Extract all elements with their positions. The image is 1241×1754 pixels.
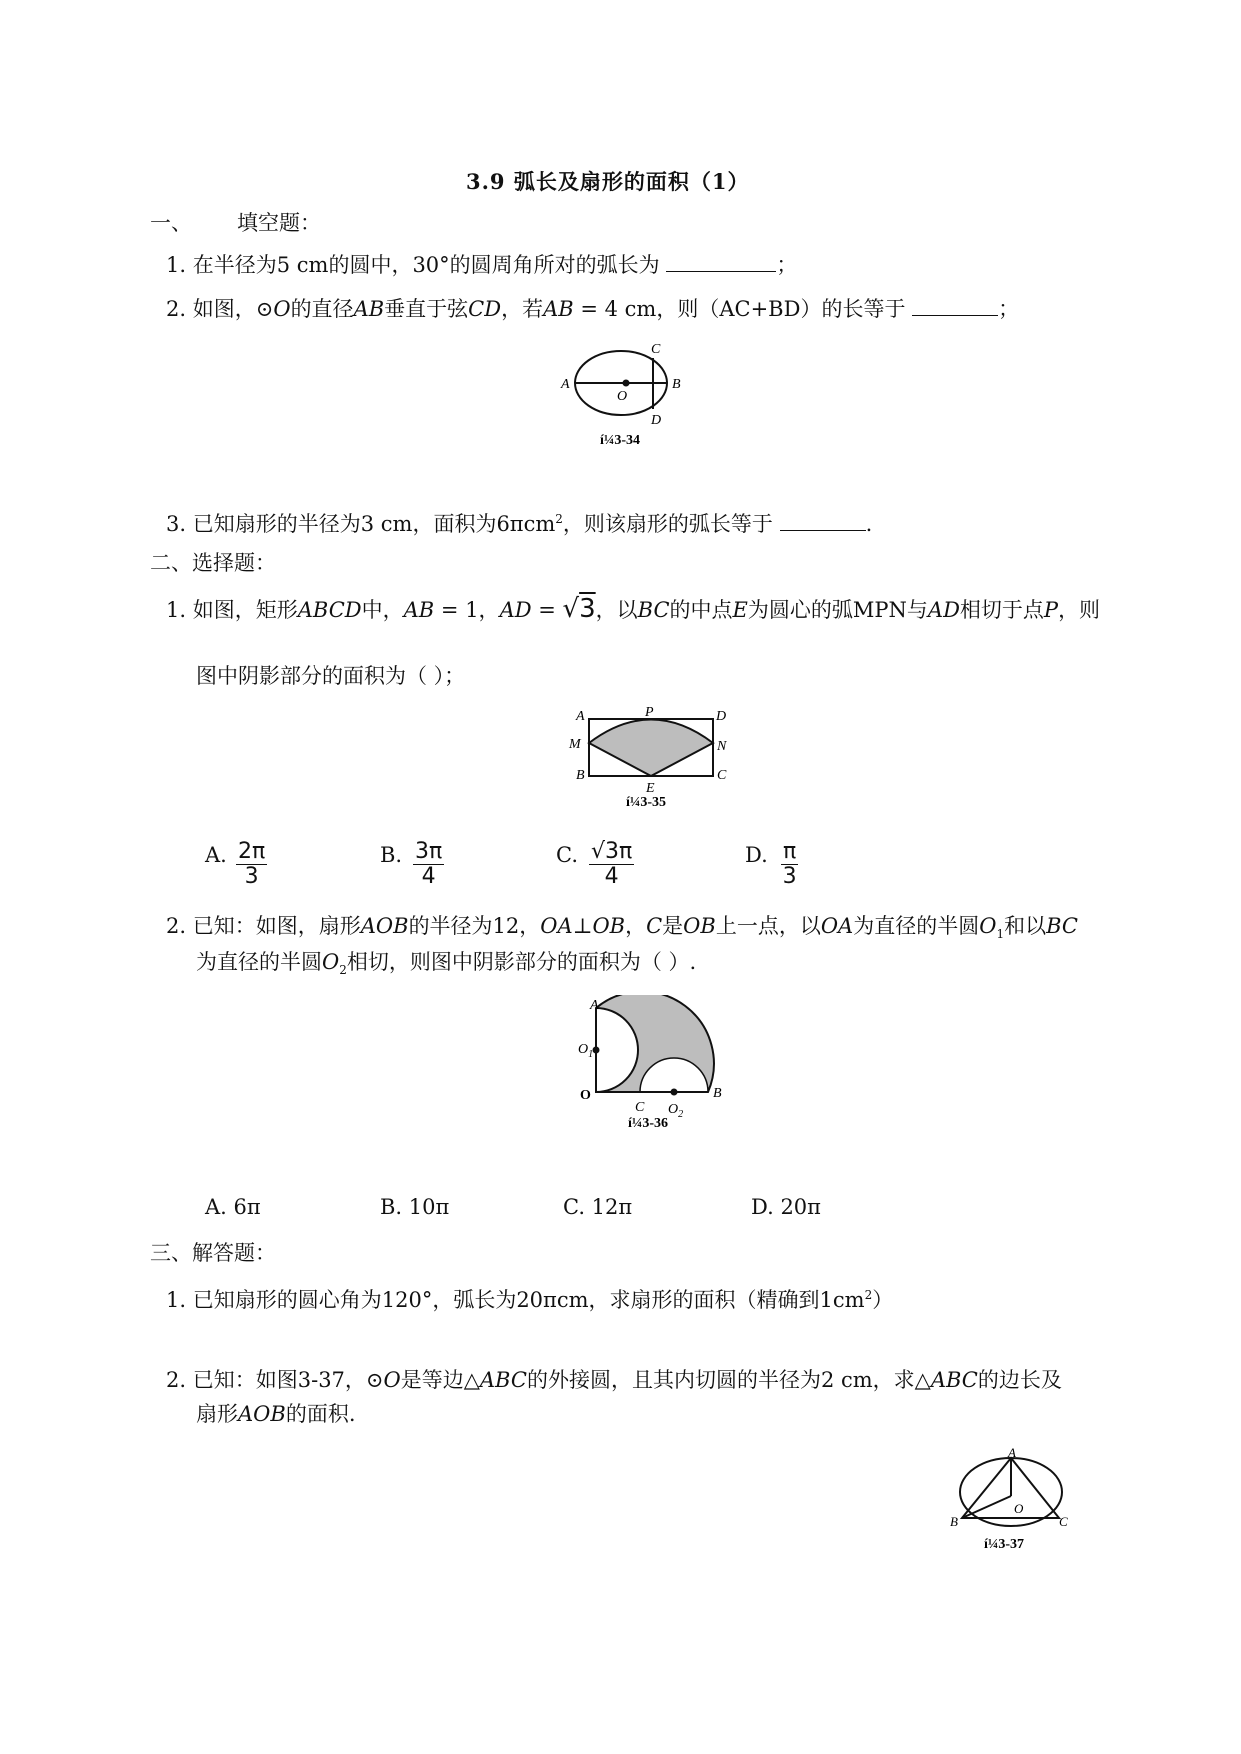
numerator: 3π [415, 839, 443, 864]
s1-q2 [166, 293, 1019, 324]
label-e: E [646, 781, 655, 796]
sqrt-value: 3 [579, 594, 596, 624]
label-n: N [717, 739, 727, 754]
figure-caption: í¼3-37 [984, 1537, 1025, 1550]
q-var: P [1043, 598, 1059, 622]
q-end: . [865, 512, 873, 536]
q-number: 2. [166, 914, 187, 938]
option-b[interactable] [380, 840, 402, 870]
q-text: ⊥ [572, 914, 593, 938]
center-point [623, 380, 630, 387]
q-text: 扇形 [196, 1402, 238, 1426]
numerator: 2π [238, 839, 266, 864]
figure-3-37 [948, 1446, 1078, 1550]
section-3-label: 三、解答题： [150, 1241, 276, 1265]
superscript: 2 [864, 1288, 873, 1302]
s3-q1 [166, 1280, 893, 1315]
section-1-label: 一、 [150, 211, 192, 235]
superscript: 2 [555, 512, 563, 526]
option-b-fraction [413, 840, 444, 889]
q-var: AOB [360, 914, 409, 938]
q-number: 1. [166, 253, 187, 277]
s3-q2-line1 [166, 1365, 1062, 1395]
label-o2-sub: 2 [678, 1109, 684, 1120]
q-text: 为圆心的弧MPN与 [747, 598, 928, 622]
denominator: 4 [421, 864, 436, 889]
figure-caption: í¼3-34 [600, 433, 641, 448]
shaded-region [589, 720, 713, 777]
q-var: OB [592, 914, 626, 938]
q-text: 是等边△ [400, 1368, 480, 1392]
label-o: O [617, 389, 628, 404]
segment-ob [962, 1496, 1011, 1518]
subscript: 1 [996, 927, 1005, 942]
section-1-name: 填空题： [237, 211, 321, 235]
q-text: ，以 [595, 598, 638, 622]
q-var: OA [820, 914, 854, 938]
denominator: 3 [244, 864, 259, 889]
s1-q1 [166, 249, 797, 280]
s2-q1-line2: 图中阴影部分的面积为（ ）； [196, 664, 466, 688]
label-b: B [713, 1086, 722, 1101]
s3-q2-line2 [196, 1399, 356, 1429]
figure-caption: í¼3-35 [626, 795, 667, 808]
q-text: 和以 [1004, 914, 1047, 938]
sqrt-symbol: √3 [562, 594, 596, 624]
numerator: π [783, 839, 797, 864]
option-a[interactable] [205, 840, 227, 870]
q-text: = 1， [434, 598, 500, 622]
q-var: AB [353, 297, 385, 321]
q-text: 为直径的半圆 [853, 914, 980, 938]
s2-q1-line1 [166, 594, 1100, 625]
section-2-label: 二、选择题： [150, 551, 276, 575]
figure-3-35 [564, 706, 734, 808]
label-p: P [645, 706, 654, 720]
numerator: √3π [591, 839, 633, 864]
q-end: ； [776, 253, 798, 277]
q-text: ，则 [1058, 598, 1101, 622]
label-d: D [651, 413, 662, 428]
label-o: O [580, 1088, 591, 1103]
q-text: 如图，矩形 [192, 598, 298, 622]
q-text: 的半径为12， [408, 914, 541, 938]
figure-3-34 [555, 338, 695, 450]
q-text: 在半径为5 cm的圆中，30°的圆周角所对的弧长为 [192, 253, 660, 277]
label-c: C [1059, 1514, 1068, 1529]
q-var: O [383, 1368, 401, 1392]
denominator: 3 [782, 864, 797, 889]
q-var: AD [499, 598, 532, 622]
option-label: A. [205, 843, 227, 867]
figure-caption: í¼3-36 [628, 1116, 669, 1131]
q-var: AOB [238, 1402, 286, 1426]
q-text: 相切，则图中阴影部分的面积为（ ）. [346, 950, 697, 974]
q-text: ， [625, 914, 647, 938]
label-b: B [950, 1514, 958, 1529]
answer-blank [780, 508, 866, 531]
s2-q2-line2 [196, 947, 696, 985]
q-text: 垂直于弦 [384, 297, 469, 321]
q-number: 3. [166, 512, 187, 536]
q-text: 的面积. [285, 1402, 356, 1426]
q-text: 已知：如图3-37，⊙ [192, 1368, 384, 1392]
q-text: ，则该扇形的弧长等于 [562, 512, 773, 536]
label-b: B [576, 768, 585, 783]
q-end: ； [998, 297, 1020, 321]
q-text: 的外接圆，且其内切圆的半径为2 cm，求△ [526, 1368, 931, 1392]
option-d[interactable]: D. 20π [751, 1195, 821, 1219]
label-o: O [1014, 1501, 1024, 1516]
q-text: = [531, 598, 563, 622]
denominator: 4 [604, 864, 619, 889]
label-a: A [590, 998, 599, 1013]
point-o1 [593, 1047, 600, 1054]
label-o2-main: O [668, 1102, 679, 1117]
label-c: C [651, 342, 661, 357]
q-text: 上一点，以 [715, 914, 821, 938]
option-d[interactable] [745, 840, 768, 870]
q-text: 已知扇形的半径为3 cm，面积为6πcm [192, 512, 556, 536]
label-o2 [668, 1102, 683, 1120]
option-b[interactable]: B. 10π [380, 1195, 450, 1219]
q-var: AB [543, 297, 574, 321]
q-var: O [273, 297, 291, 321]
option-label: B. [380, 843, 403, 867]
label-c: C [635, 1100, 645, 1115]
option-a[interactable]: A. 6π [205, 1195, 261, 1219]
q-var: O [322, 950, 340, 974]
q-text: ，若 [501, 297, 544, 321]
label-o1-sub: 1 [588, 1049, 594, 1060]
q-var: BC [637, 598, 670, 622]
label-a: A [561, 377, 570, 392]
q-text: 的边长及 [977, 1368, 1062, 1392]
label-a: A [576, 709, 585, 724]
label-b: B [672, 377, 681, 392]
q-var: OA [540, 914, 573, 938]
q-var: AD [927, 598, 960, 622]
label-a: A [1008, 1446, 1016, 1460]
q-text: 为直径的半圆 [196, 950, 322, 974]
q-number: 2. [166, 1368, 187, 1392]
option-c-fraction [589, 840, 634, 889]
answer-blank [666, 249, 776, 272]
s1-q3 [166, 504, 872, 539]
q-text: 的直径 [290, 297, 354, 321]
q-text: 的中点 [669, 598, 733, 622]
s2-q2-line1 [166, 911, 1078, 949]
q-var: O [979, 914, 997, 938]
point-o2 [671, 1089, 678, 1096]
q-text: ） [872, 1288, 894, 1312]
q-text: 已知：如图，扇形 [192, 914, 361, 938]
option-a-fraction [236, 840, 267, 889]
q-text: 相切于点 [959, 598, 1044, 622]
option-label: C. [556, 843, 578, 867]
q-text: 已知扇形的圆心角为120°，弧长为20πcm，求扇形的面积（精确到1cm [192, 1288, 865, 1312]
q-var: BC [1046, 914, 1078, 938]
label-d: D [716, 709, 727, 724]
label-o1-main: O [578, 1042, 589, 1057]
q-var: OB [683, 914, 716, 938]
q-var: C [646, 914, 663, 938]
q-var: ABC [479, 1368, 527, 1392]
answer-blank [912, 293, 998, 316]
label-c: C [717, 768, 727, 783]
label-o1 [578, 1042, 593, 1060]
option-c[interactable] [556, 840, 578, 870]
q-var: AB [403, 598, 435, 622]
q-var: ABC [930, 1368, 978, 1392]
subscript: 2 [339, 963, 347, 978]
q-number: 1. [166, 598, 187, 622]
label-m: M [569, 737, 581, 752]
q-text: 如图，⊙ [192, 297, 274, 321]
q-text: 是 [662, 914, 684, 938]
q-var: CD [468, 297, 502, 321]
q-text: = 4 cm，则（AC+BD）的长等于 [573, 297, 906, 321]
q-number: 1. [166, 1288, 187, 1312]
page-title: 3.9 弧长及扇形的面积（1） [466, 169, 750, 194]
q-var: E [732, 598, 748, 622]
option-d-fraction [781, 840, 798, 889]
figure-3-36 [578, 995, 738, 1131]
option-c[interactable]: C. 12π [563, 1195, 633, 1219]
q-text: 中， [361, 598, 404, 622]
q-number: 2. [166, 297, 187, 321]
q-var: ABCD [297, 598, 362, 622]
option-label: D. [745, 843, 768, 867]
